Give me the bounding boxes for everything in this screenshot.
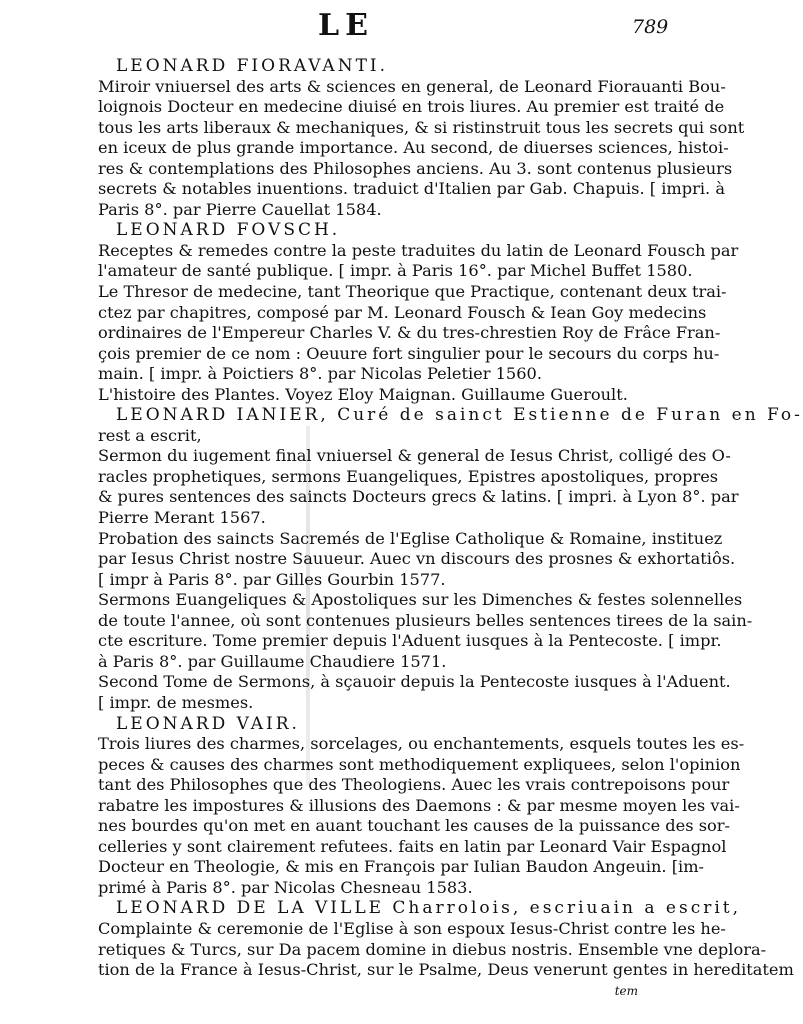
text-line: main. [ impr. à Poictiers 8°. par Nicolas Peletier 1560. [98,364,542,384]
text-line: Le Thresor de medecine, tant Theorique que Practique, contenant deux trai- [98,282,727,302]
text-line: Receptes & remedes contre la peste traduites du latin de Leonard Fousch par [98,240,739,260]
text-line: Second Tome de Sermons, à sçauoir depuis la Pentecoste iusques à l'Aduent. [98,672,731,692]
text-line: ordinaires de l'Empereur Charles V. & du tres-chrestien Roy de Frâce Fran- [98,323,721,343]
text-line: retiques & Turcs, sur Da pacem domine in diebus nostris. Ensemble vne deplora- [98,939,767,959]
text-line: loignois Docteur en medecine diuisé en trois liures. Au premier est traité de [98,97,725,117]
text-line: secrets & notables inuentions. traduict d'Italien par Gab. Chapuis. [ impri. à [98,179,725,199]
text-line: celleries y sont clairement refutees. faits en latin par Leonard Vair Espagnol [98,836,727,856]
text-line: primé à Paris 8°. par Nicolas Chesneau 1583. [98,877,473,897]
text-line: l'amateur de santé publique. [ impr. à Paris 16°. par Michel Buffet 1580. [98,261,693,281]
text-line: racles prophetiques, sermons Euangeliques, Epistres apostoliques, propres [98,466,719,486]
entry-heading: LEONARD VAIR. [116,713,300,734]
text-line: & pures sentences des saincts Docteurs grecs & latins. [ impri. à Lyon 8°. par [98,487,739,507]
text-line: peces & causes des charmes sont methodiquement expliquees, selon l'opinion [98,754,741,774]
text-line: Complainte & ceremonie de l'Eglise à son espoux Iesus-Christ contre les he- [98,918,726,938]
text-line: cte escriture. Tome premier depuis l'Aduent iusques à la Pentecoste. [ impr. [98,631,722,651]
text-line: Trois liures des charmes, sorcelages, ou enchantements, esquels toutes les es- [98,734,745,754]
text-line: ctez par chapitres, composé par M. Leonard Fousch & Iean Goy medecins [98,302,707,322]
text-line: Sermon du iugement final vniuersel & general de Iesus Christ, colligé des O- [98,446,731,466]
text-line: rabatre les impostures & illusions des Daemons : & par mesme moyen les vai- [98,795,740,815]
text-body [98,56,803,1001]
text-line: en iceux de plus grande importance. Au second, de diuerses sciences, histoi- [98,138,729,158]
text-line: res & contemplations des Philosophes anciens. Au 3. sont contenus plusieurs [98,158,733,178]
text-line: [ impr à Paris 8°. par Gilles Gourbin 1577. [98,569,446,589]
text-line: par Iesus Christ nostre Sauueur. Auec vn discours des prosnes & exhortatiôs. [98,549,736,569]
catchword: tem [614,983,638,998]
entry-heading: LEONARD FIORAVANTI. [116,56,389,76]
text-line: nes bourdes qu'on met en auant touchant les causes de la puissance des sor- [98,816,730,836]
text-line: Paris 8°. par Pierre Cauellat 1584. [98,199,382,219]
entry-heading: LEONARD DE LA VILLE Charrolois, escriuain a escrit, [116,898,742,919]
text-line: Sermons Euangeliques & Apostoliques sur les Dimenches & festes solennelles [98,590,743,610]
entry-heading: LEONARD FOVSCH. [116,220,341,241]
text-line: [ impr. de mesmes. [98,692,254,712]
text-line: L'histoire des Plantes. Voyez Eloy Maignan. Guillaume Gueroult. [98,384,628,404]
text-line: tion de la France à Iesus-Christ, sur le Psalme, Deus venerunt gentes in hereditatem [98,960,794,980]
text-line: Docteur en Theologie, & mis en François par Iulian Baudon Angeuin. [im- [98,857,705,877]
text-line: rest a escrit, [98,425,202,445]
text-line: çois premier de ce nom : Oeuure fort singulier pour le secours du corps hu- [98,343,720,363]
text-line: de toute l'annee, où sont contenues plusieurs belles sentences tirees de la sain- [98,610,753,630]
entry-heading: LEONARD IANIER, Curé de sainct Estienne de Furan en Fo- [116,405,803,426]
text-line: à Paris 8°. par Guillaume Chaudiere 1571. [98,651,447,671]
text-line: Pierre Merant 1567. [98,508,266,528]
text-line: Miroir vniuersel des arts & sciences en general, de Leonard Fiorauanti Bou- [98,76,726,96]
text-line: Probation des saincts Sacremés de l'Eglise Catholique & Romaine, instituez [98,528,723,548]
page-number: 789 [632,16,669,38]
text-line: tant des Philosophes que des Theologiens. Auec les vrais contrepoisons pour [98,775,730,795]
text-line: tous les arts liberaux & mechaniques, & si ristinstruit tous les secrets qui sont [98,117,745,137]
running-head: LE [318,8,374,43]
